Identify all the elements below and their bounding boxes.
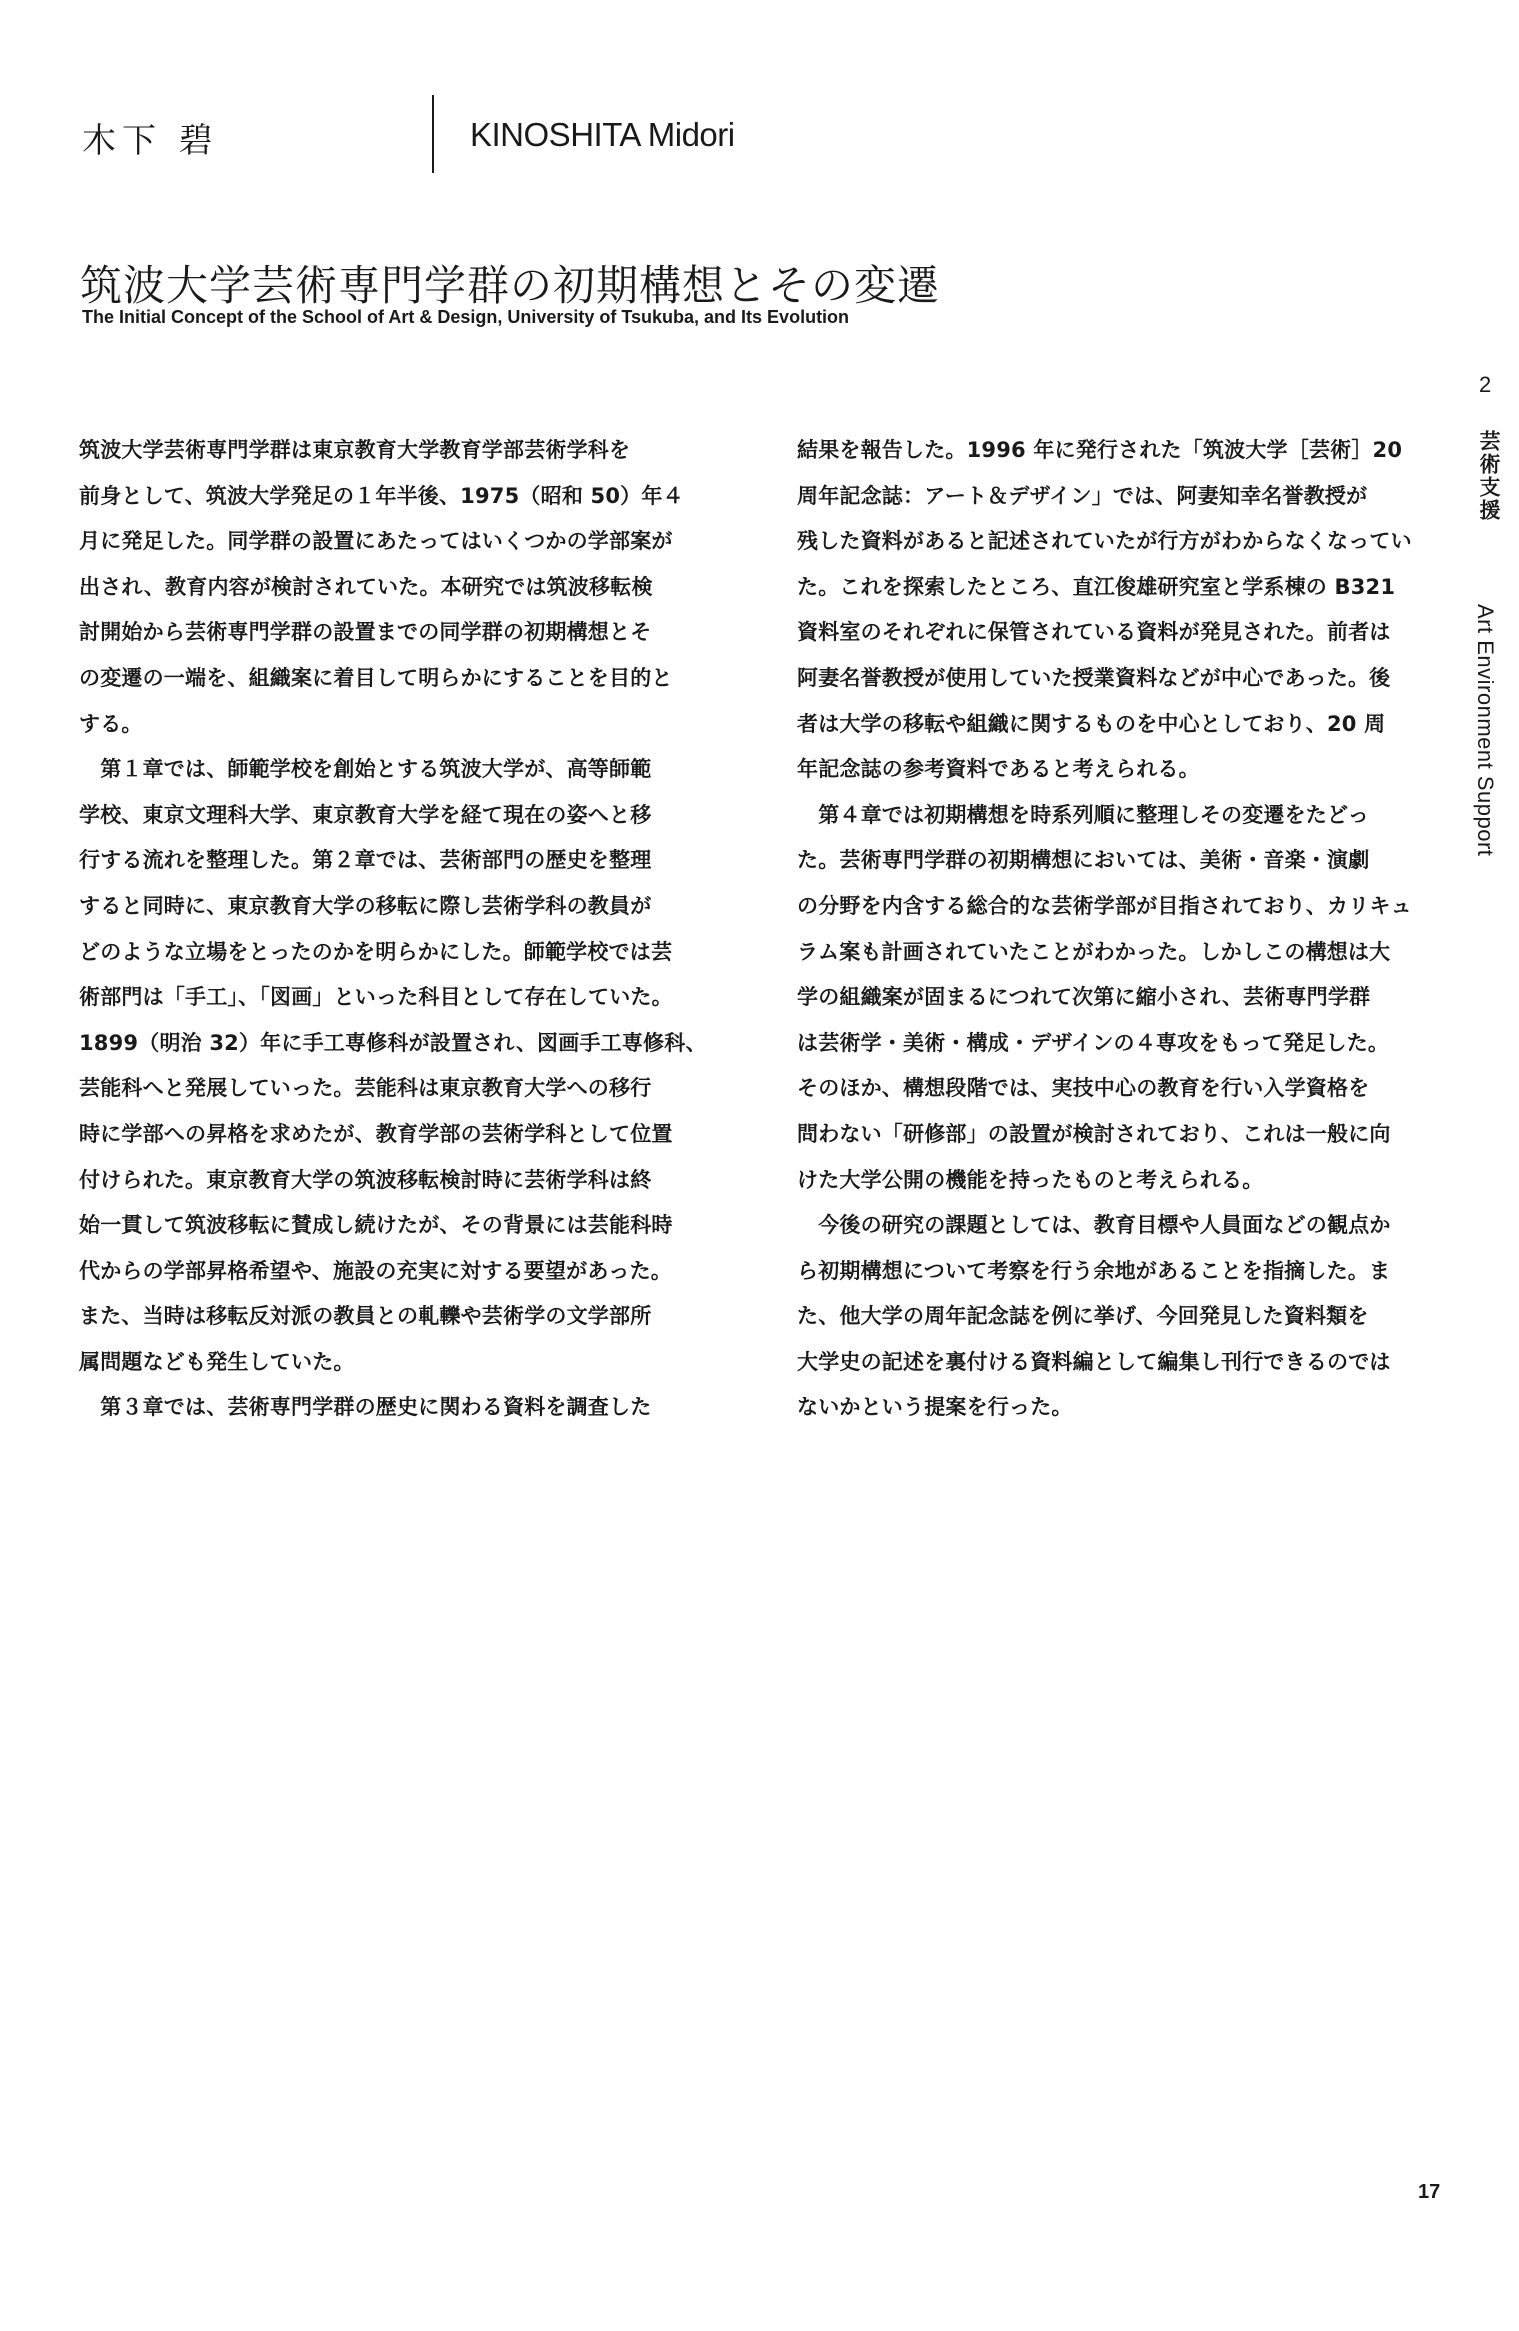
body-line: 始一貫して筑波移転に賛成し続けたが、その背景には芸能科時 <box>79 1213 673 1238</box>
body-line: 前身として、筑波大学発足の１年半後、1975（昭和 50）年４ <box>79 483 684 508</box>
body-line: ラム案も計画されていたことがわかった。しかしこの構想は大 <box>797 939 1391 964</box>
body-left-column <box>79 428 737 1431</box>
body-line: すると同時に、東京教育大学の移転に際し芸術学科の教員が <box>79 893 652 918</box>
page-number: 17 <box>1418 2181 1441 2203</box>
body-line: の分野を内含する総合的な芸術学部が目指されており、カリキュ <box>797 893 1412 918</box>
body-right-column <box>797 428 1459 1431</box>
body-line: 行する流れを整理した。第２章では、芸術部門の歴史を整理 <box>79 848 652 873</box>
body-line: 周年記念誌：アート＆デザイン」では、阿妻知幸名誉教授が <box>797 483 1368 508</box>
author-name-jp: 木下 碧 <box>82 121 219 161</box>
body-line: 術部門は「手工」、「図画」といった科目として存在していた。 <box>79 985 673 1010</box>
body-line: そのほか、構想段階では、実技中心の教育を行い入学資格を <box>797 1076 1370 1101</box>
body-line: 第４章では初期構想を時系列順に整理しその変遷をたどっ <box>797 802 1369 827</box>
body-line: た。これを探索したところ、直江俊雄研究室と学系棟の B321 <box>797 574 1396 599</box>
body-line: 時に学部への昇格を求めたが、教育学部の芸術学科として位置 <box>79 1121 673 1146</box>
body-line: ら初期構想について考察を行う余地があることを指摘した。ま <box>797 1258 1391 1283</box>
body-line: 年記念誌の参考資料であると考えられる。 <box>797 757 1200 782</box>
header-divider <box>432 95 434 173</box>
body-line: する。 <box>79 711 143 736</box>
body-line: 第１章では、師範学校を創始とする筑波大学が、高等師範 <box>79 757 652 782</box>
body-line: た。芸術専門学群の初期構想においては、美術・音楽・演劇 <box>797 848 1370 873</box>
paper-title-en: The Initial Concept of the School of Art & Design, University of Tsukuba, and Its Evolution <box>82 307 850 327</box>
author-name-en: KINOSHITA Midori <box>470 116 735 153</box>
body-line: 1899（明治 32）年に手工専修科が設置され、図画手工専修科、 <box>79 1030 707 1055</box>
body-line: 付けられた。東京教育大学の筑波移転検討時に芸術学科は終 <box>79 1167 652 1192</box>
body-line: 問わない「研修部」の設置が検討されており、これは一般に向 <box>797 1121 1391 1146</box>
body-line: 今後の研究の課題としては、教育目標や人員面などの観点か <box>797 1213 1391 1238</box>
body-line: 第３章では、芸術専門学群の歴史に関わる資料を調査した <box>79 1395 652 1420</box>
body-line: 残した資料があると記述されていたが行方がわからなくなってい <box>797 529 1412 554</box>
section-label-en: Art Environment Support <box>1473 604 1498 857</box>
body-line: 結果を報告した。1996 年に発行された「筑波大学［芸術］20 <box>797 438 1403 462</box>
body-line: 大学史の記述を裏付ける資料編として編集し刊行できるのでは <box>797 1349 1391 1374</box>
body-line: ないかという提案を行った。 <box>797 1395 1073 1420</box>
paper-title-jp: 筑波大学芸術専門学群の初期構想とその変遷 <box>80 261 941 310</box>
body-line: 者は大学の移転や組織に関するものを中心としており、20 周 <box>797 711 1386 736</box>
body-line: どのような立場をとったのかを明らかにした。師範学校では芸 <box>79 939 673 964</box>
body-line: 出され、教育内容が検討されていた。本研究では筑波移転検 <box>79 574 653 599</box>
section-label-jp: 芸術支援 <box>1477 430 1501 522</box>
body-line: 芸能科へと発展していった。芸能科は東京教育大学への移行 <box>79 1076 652 1101</box>
body-line: また、当時は移転反対派の教員との軋轢や芸術学の文学部所 <box>79 1304 652 1329</box>
body-line: 代からの学部昇格希望や、施設の充実に対する要望があった。 <box>79 1258 672 1283</box>
body-line: の変遷の一端を、組織案に着目して明らかにすることを目的と <box>79 665 673 690</box>
body-line: た、他大学の周年記念誌を例に挙げ、今回発見した資料類を <box>797 1304 1369 1329</box>
body-line: 学の組織案が固まるにつれて次第に縮小され、芸術専門学群 <box>797 985 1371 1010</box>
chapter-number: 2 <box>1479 372 1492 397</box>
body-line: 討開始から芸術専門学群の設置までの同学群の初期構想とそ <box>79 620 652 645</box>
body-line: 阿妻名誉教授が使用していた授業資料などが中心であった。後 <box>797 665 1391 690</box>
body-line: けた大学公開の機能を持ったものと考えられる。 <box>797 1167 1264 1192</box>
body-line: 学校、東京文理科大学、東京教育大学を経て現在の姿へと移 <box>79 802 652 827</box>
body-line: 月に発足した。同学群の設置にあたってはいくつかの学部案が <box>79 529 673 554</box>
body-line: は芸術学・美術・構成・デザインの４専攻をもって発足した。 <box>797 1030 1390 1055</box>
body-line: 属問題なども発生していた。 <box>79 1349 355 1374</box>
body-line: 筑波大学芸術専門学群は東京教育大学教育学部芸術学科を <box>79 438 631 462</box>
body-line: 資料室のそれぞれに保管されている資料が発見された。前者は <box>797 620 1391 645</box>
